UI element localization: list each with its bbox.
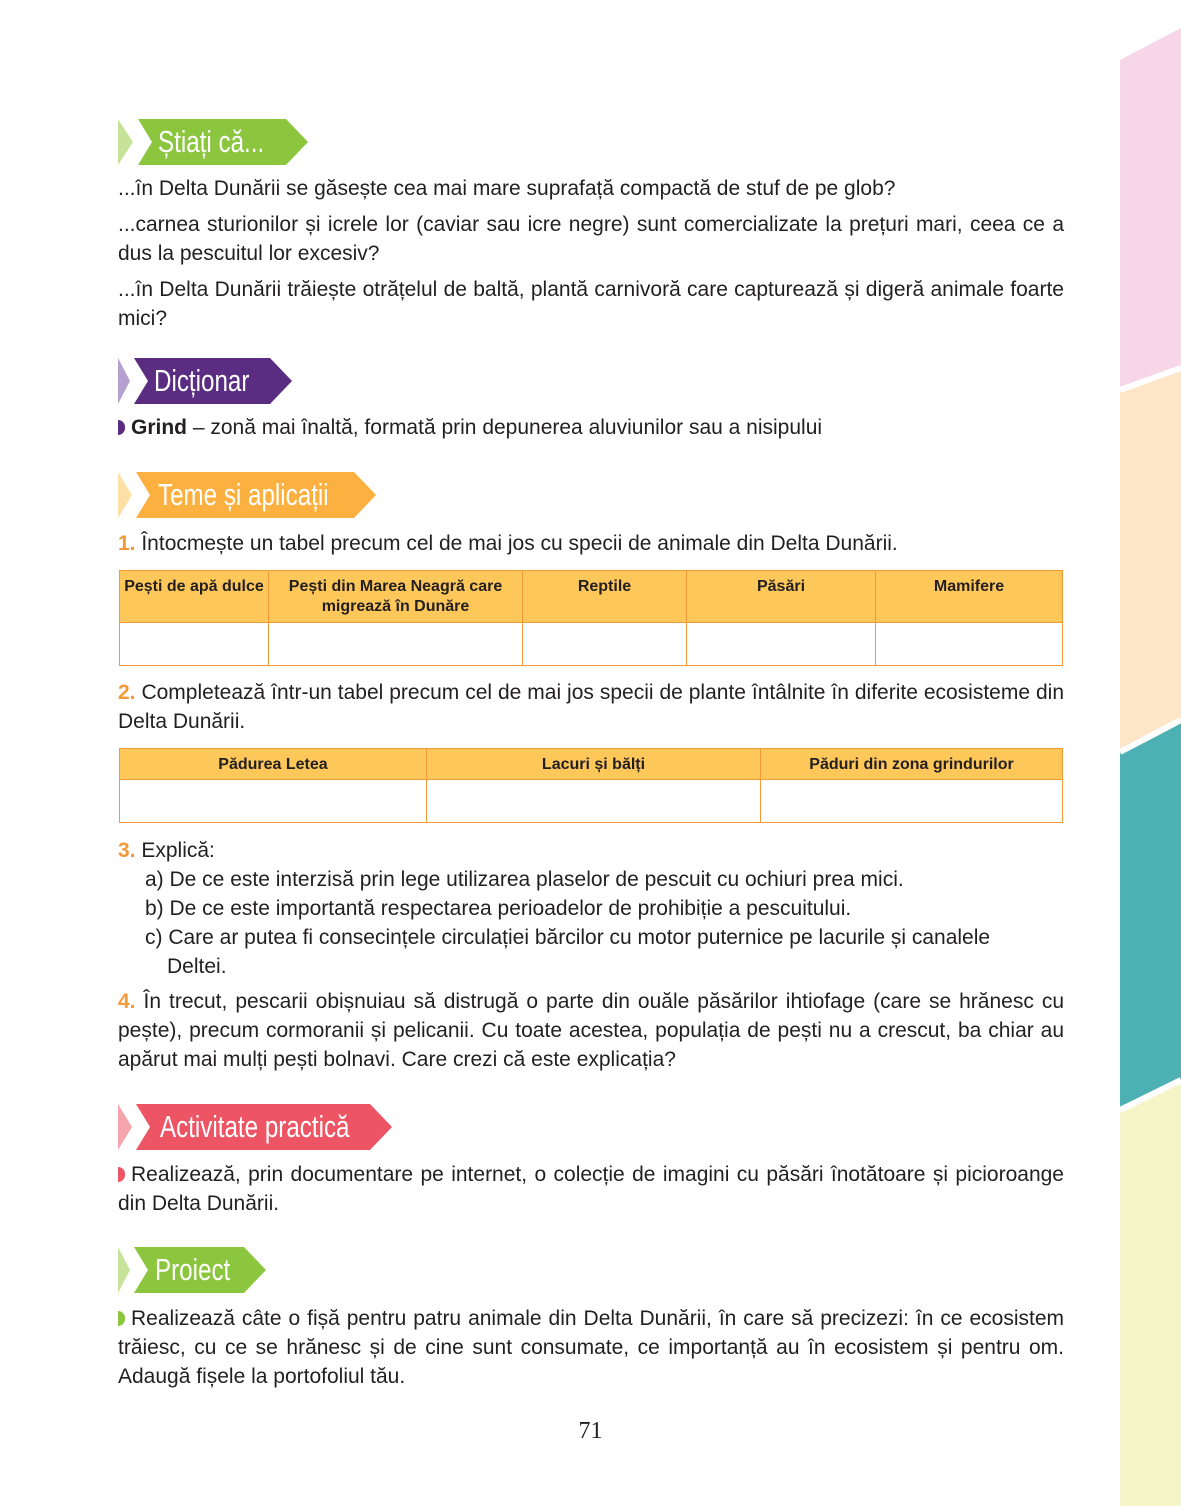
table-cell <box>120 780 427 823</box>
dictionary-entry <box>118 413 1064 442</box>
table-header: Pești din Marea Neagră care migrează în Dunăre <box>269 571 523 623</box>
table-header: Pești de apă dulce <box>120 571 269 623</box>
table-cell <box>120 623 269 666</box>
dictionary-term: Grind <box>131 416 187 439</box>
table-cell <box>427 780 761 823</box>
side-tab-pink <box>1120 28 1181 400</box>
task-1: 1. Întocmește un tabel precum cel de mai jos cu specii de animale din Delta Dunării. <box>118 532 898 555</box>
fact-2: ...carnea sturionilor și icrele lor (caviar sau icre negre) sunt comercializate la prețuri mari, ceea ce a dus la pescuitul lor excesiv? <box>118 213 1064 265</box>
table-cell <box>687 623 876 666</box>
table-header: Reptile <box>523 571 687 623</box>
page-number: 71 <box>578 1418 603 1444</box>
table-cell <box>761 780 1063 823</box>
task-4: 4. În trecut, pescarii obișnuiau să distrugă o parte din ouăle păsărilor ihtiofage (care se hrănesc cu pește), precum cormoranii și pelicanii. Cu toate acestea, populația de pești nu a crescut, ba chiar au apărut mai mulți pești bolnavi. Care crezi că este explicația? <box>118 990 1064 1071</box>
task-3-a: a) De ce este interzisă prin lege utilizarea plaselor de pescuit cu ochiuri prea mici. <box>145 868 904 891</box>
section-title: Dicționar <box>154 363 250 398</box>
task-3: 3. Explică: <box>118 839 215 862</box>
banner-activitate <box>118 1104 392 1150</box>
dictionary-definition: – zonă mai înaltă, formată prin depunerea aluviunilor sau a nisipului <box>187 416 823 439</box>
banner-proiect <box>118 1247 266 1293</box>
section-title: Teme și aplicații <box>158 477 329 512</box>
banner-dictionar <box>118 358 292 404</box>
side-tab-teal <box>1120 720 1181 1110</box>
table-header: Pădurea Letea <box>120 749 427 780</box>
table-cell <box>269 623 523 666</box>
table-header: Mamifere <box>876 571 1063 623</box>
table-cell <box>523 623 687 666</box>
fact-3: ...în Delta Dunării trăiește otrățelul de baltă, plantă carnivoră care capturează și digeră animale foarte mici? <box>118 278 1064 330</box>
bullet-icon <box>118 1167 125 1182</box>
table-header: Păsări <box>687 571 876 623</box>
section-title: Știați că... <box>158 124 265 159</box>
bullet-icon <box>118 1311 125 1326</box>
side-tabs <box>1120 0 1181 1506</box>
table-header: Păduri din zona grindurilor <box>761 749 1063 780</box>
banner-teme <box>118 472 376 518</box>
task-3-b: b) De ce este importantă respectarea perioadelor de prohibiție a pescuitului. <box>145 897 852 920</box>
activity-text: Realizează, prin documentare pe internet, o colecție de imagini cu păsări înotătoare și picioroange din Delta Dunării. <box>118 1163 1064 1215</box>
bullet-icon <box>118 420 125 435</box>
plants-table <box>119 748 1063 823</box>
task-3-c-cont: Deltei. <box>167 955 227 978</box>
project-text: Realizează câte o fișă pentru patru animale din Delta Dunării, în care să precizezi: în ce ecosistem trăiesc, cu ce se hrănesc și de cine sunt consumate, ce importanță au în ecosistem și pentru om. Adaugă fișele la portofoliul tău. <box>118 1307 1064 1388</box>
table-header: Lacuri și bălți <box>427 749 761 780</box>
section-title: Activitate practică <box>160 1109 350 1144</box>
banner-stiati <box>118 119 308 165</box>
table-cell <box>876 623 1063 666</box>
animals-table <box>119 570 1063 666</box>
section-title: Proiect <box>155 1252 231 1287</box>
fact-1: ...în Delta Dunării se găsește cea mai mare suprafață compactă de stuf de pe glob? <box>118 177 896 200</box>
task-2: 2. Completează într-un tabel precum cel de mai jos specii de plante întâlnite în diferite ecosisteme din Delta Dunării. <box>118 681 1064 733</box>
side-tab-peach <box>1120 368 1181 752</box>
task-3-c: c) Care ar putea fi consecințele circulației bărcilor cu motor puternice pe lacurile și canalele <box>145 926 991 949</box>
